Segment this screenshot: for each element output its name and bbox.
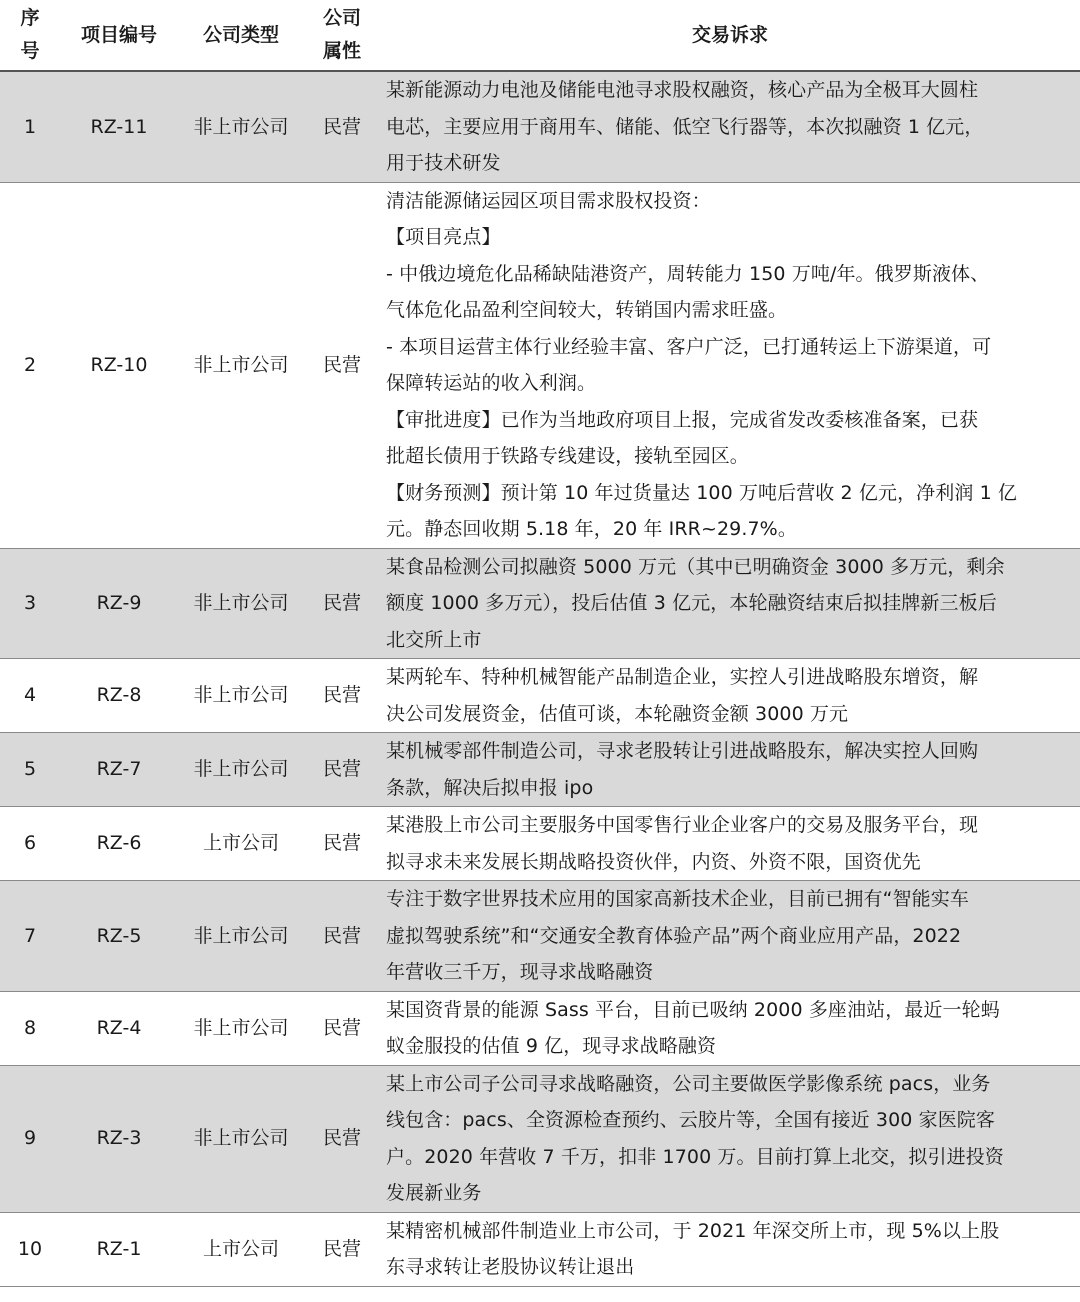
cell-company-type: 非上市公司	[178, 991, 304, 1065]
demand-text-line: 清洁能源储运园区项目需求股权投资：	[386, 189, 711, 212]
demand-text-line: 发展新业务	[386, 1182, 482, 1204]
demand-text-line: 决公司发展资金，估值可谈，本轮融资金额 3000 万元	[386, 702, 849, 725]
cell-project-code: RZ-9	[60, 548, 178, 659]
cell-company-attribute: 民营	[304, 1065, 380, 1212]
demand-text-line: 户。2020 年营收 7 千万，扣非 1700 万。目前打算上北交，拟引进投资	[386, 1145, 1004, 1168]
cell-project-code: RZ-7	[60, 733, 178, 807]
header-company-attribute: 公司 属性	[304, 0, 380, 71]
demand-text-line: 蚁金服投的估值 9 亿，现寻求战略融资	[386, 1035, 717, 1057]
cell-transaction-demand	[380, 991, 1080, 1065]
cell-company-type: 非上市公司	[178, 881, 304, 992]
cell-project-code: RZ-10	[60, 182, 178, 548]
demand-text-line: 专注于数字世界技术应用的国家高新技术企业，目前已拥有“智能实车	[386, 888, 969, 910]
demand-text-line: 年营收三千万，现寻求战略融资	[386, 961, 654, 983]
cell-company-attribute: 民营	[304, 807, 380, 881]
demand-text-line: 某港股上市公司主要服务中国零售行业企业客户的交易及服务平台，现	[386, 814, 979, 836]
cell-project-code: RZ-1	[60, 1212, 178, 1286]
cell-index: 8	[0, 991, 60, 1065]
cell-company-attribute: 民营	[304, 991, 380, 1065]
cell-company-type: 非上市公司	[178, 71, 304, 182]
header-company-type: 公司类型	[178, 0, 304, 71]
demand-text-line: 气体危化品盈利空间较大，转销国内需求旺盛。	[386, 299, 788, 321]
table-row	[0, 71, 1080, 182]
cell-transaction-demand	[380, 548, 1080, 659]
cell-transaction-demand	[380, 807, 1080, 881]
cell-project-code: RZ-3	[60, 1065, 178, 1212]
table-row	[0, 733, 1080, 807]
cell-index: 9	[0, 1065, 60, 1212]
demand-text-line: 【项目亮点】	[386, 226, 501, 248]
table-row	[0, 991, 1080, 1065]
cell-index: 2	[0, 182, 60, 548]
cell-index: 4	[0, 659, 60, 733]
demand-text-line: 某机械零部件制造公司，寻求老股转让引进战略股东，解决实控人回购	[386, 740, 979, 762]
cell-index: 3	[0, 548, 60, 659]
demand-text-line: 北交所上市	[386, 628, 482, 651]
cell-company-type: 非上市公司	[178, 182, 304, 548]
cell-company-attribute: 民营	[304, 182, 380, 548]
cell-company-attribute: 民营	[304, 548, 380, 659]
cell-index: 1	[0, 71, 60, 182]
cell-index: 6	[0, 807, 60, 881]
cell-transaction-demand	[380, 733, 1080, 807]
table-row	[0, 182, 1080, 548]
demand-text-line: 某精密机械部件制造业上市公司，于 2021 年深交所上市，现 5%以上股	[386, 1219, 1000, 1242]
demand-text-line: 元。静态回收期 5.18 年，20 年 IRR~29.7%。	[386, 518, 797, 540]
table-row	[0, 881, 1080, 992]
demand-text-line: 额度 1000 多万元），投后估值 3 亿元，本轮融资结束后拟挂牌新三板后	[386, 592, 997, 614]
header-index: 序 号	[0, 0, 60, 71]
cell-company-type: 非上市公司	[178, 733, 304, 807]
cell-company-type: 上市公司	[178, 807, 304, 881]
cell-company-attribute: 民营	[304, 659, 380, 733]
demand-text-line: 线包含：pacs、全资源检查预约、云胶片等，全国有接近 300 家医院客	[386, 1109, 995, 1131]
table-row	[0, 1212, 1080, 1286]
cell-project-code: RZ-5	[60, 881, 178, 992]
cell-project-code: RZ-4	[60, 991, 178, 1065]
demand-text-line: 【财务预测】预计第 10 年过货量达 100 万吨后营收 2 亿元，净利润 1 亿	[386, 481, 1018, 504]
table-row	[0, 1065, 1080, 1212]
cell-index: 7	[0, 881, 60, 992]
cell-transaction-demand	[380, 1065, 1080, 1212]
demand-text-line: 某国资背景的能源 Sass 平台，目前已吸纳 2000 多座油站，最近一轮蚂	[386, 998, 1000, 1021]
header-project-code: 项目编号	[60, 0, 178, 71]
cell-company-type: 非上市公司	[178, 1065, 304, 1212]
table-row	[0, 659, 1080, 733]
demand-text-line: 用于技术研发	[386, 152, 501, 174]
cell-index: 10	[0, 1212, 60, 1286]
demand-text-line: 批超长债用于铁路专线建设，接轨至园区。	[386, 445, 749, 467]
demand-text-line: 条款，解决后拟申报 ipo	[386, 776, 594, 799]
cell-company-attribute: 民营	[304, 881, 380, 992]
table-body	[0, 71, 1080, 1286]
cell-project-code: RZ-8	[60, 659, 178, 733]
cell-transaction-demand	[380, 659, 1080, 733]
cell-transaction-demand	[380, 71, 1080, 182]
demand-text-line: 某新能源动力电池及储能电池寻求股权融资，核心产品为全极耳大圆柱	[386, 79, 979, 101]
cell-company-attribute: 民营	[304, 71, 380, 182]
cell-index: 5	[0, 733, 60, 807]
demand-text-line: 东寻求转让老股协议转让退出	[386, 1256, 635, 1278]
demand-text-line: 电芯，主要应用于商用车、储能、低空飞行器等，本次拟融资 1 亿元，	[386, 115, 984, 138]
demand-text-line: 某两轮车、特种机械智能产品制造企业，实控人引进战略股东增资，解	[386, 666, 979, 688]
table-header-row	[0, 0, 1080, 71]
table-row	[0, 807, 1080, 881]
cell-company-type: 上市公司	[178, 1212, 304, 1286]
cell-transaction-demand	[380, 881, 1080, 992]
demand-text-line: 【审批进度】已作为当地政府项目上报，完成省发改委核准备案，已获	[386, 408, 979, 431]
header-transaction-demand: 交易诉求	[380, 0, 1080, 71]
demand-text-line: 拟寻求未来发展长期战略投资伙伴，内资、外资不限，国资优先	[386, 850, 921, 873]
cell-company-type: 非上市公司	[178, 659, 304, 733]
demand-text-line: 保障转运站的收入利润。	[386, 372, 597, 394]
cell-transaction-demand	[380, 1212, 1080, 1286]
demand-text-line: 虚拟驾驶系统”和“交通安全教育体验产品”两个商业应用产品，2022	[386, 924, 962, 947]
cell-project-code: RZ-6	[60, 807, 178, 881]
cell-transaction-demand	[380, 182, 1080, 548]
cell-company-type: 非上市公司	[178, 548, 304, 659]
demand-text-line: 某食品检测公司拟融资 5000 万元（其中已明确资金 3000 多万元，剩余	[386, 555, 1005, 578]
cell-company-attribute: 民营	[304, 1212, 380, 1286]
demand-text-line: - 中俄边境危化品稀缺陆港资产，周转能力 150 万吨/年。俄罗斯液体、	[386, 262, 990, 285]
table-row	[0, 548, 1080, 659]
cell-company-attribute: 民营	[304, 733, 380, 807]
cell-project-code: RZ-11	[60, 71, 178, 182]
demand-text-line: 某上市公司子公司寻求战略融资，公司主要做医学影像系统 pacs，业务	[386, 1072, 991, 1095]
demand-text-line: - 本项目运营主体行业经验丰富、客户广泛，已打通转运上下游渠道，可	[386, 335, 992, 358]
